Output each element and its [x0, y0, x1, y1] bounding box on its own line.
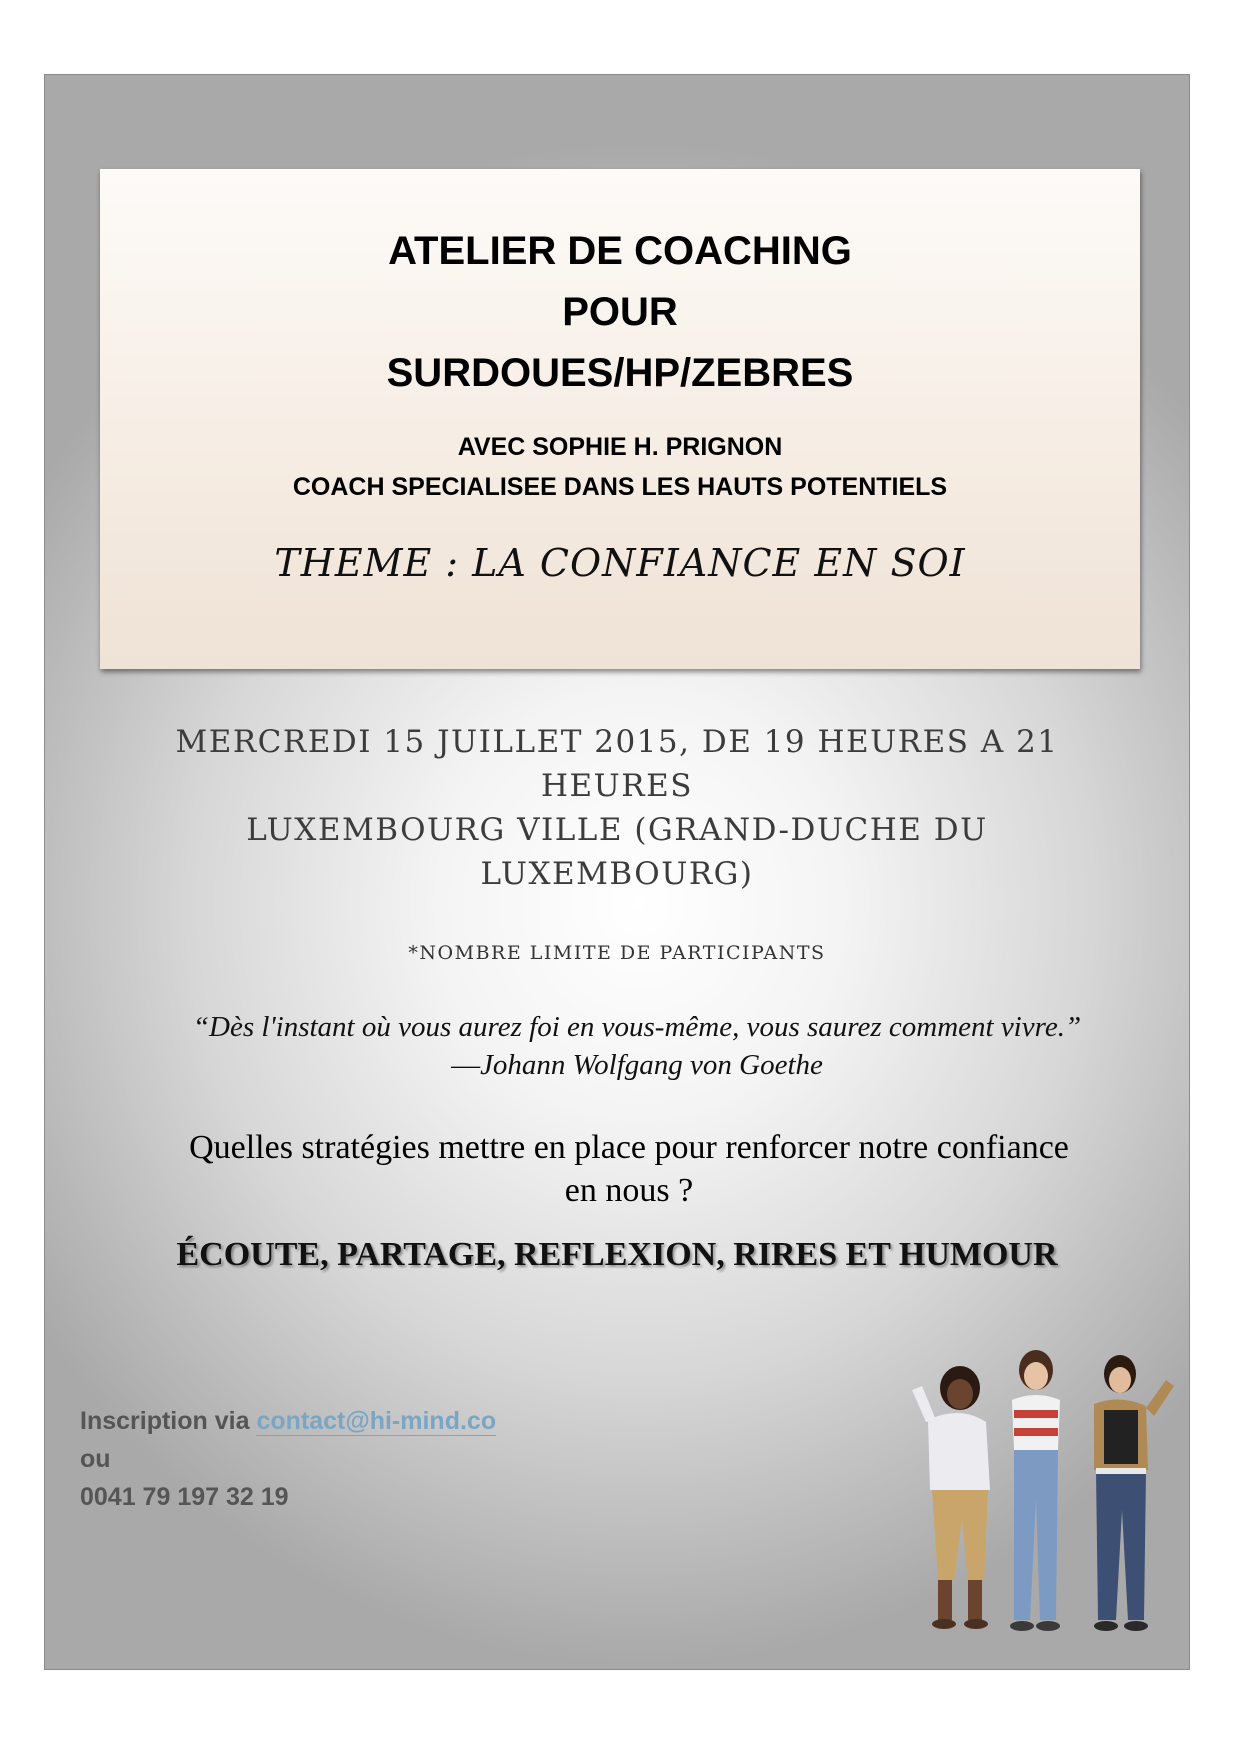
event-date-line-2: HEURES [541, 768, 693, 804]
contact-or: ou [80, 1445, 111, 1473]
quote-author: ―Johann Wolfgang von Goethe [451, 1049, 823, 1081]
contact-email-link[interactable]: contact@hi-mind.co [256, 1407, 497, 1435]
participants-note: *NOMBRE LIMITE DE PARTICIPANTS [408, 942, 826, 964]
coach-info [100, 427, 1140, 507]
coach-title: COACH SPECIALISEE DANS LES HAUTS POTENTIELS [292, 473, 948, 501]
laughing-women-illustration [908, 1350, 1178, 1640]
woman-middle-figure [1010, 1350, 1060, 1631]
title-line-2: POUR [562, 290, 678, 334]
contact-block [80, 1402, 496, 1516]
question-line-2: en nous ? [564, 1172, 694, 1209]
title-line-3: SURDOUES/HP/ZEBRES [386, 351, 854, 395]
poster [44, 74, 1190, 1670]
coach-name: AVEC SOPHIE H. PRIGNON [457, 433, 783, 461]
quote [64, 1008, 1210, 1084]
quote-text: “Dès l'instant où vous aurez foi en vous-même, vous saurez comment vivre.” [192, 1011, 1082, 1043]
woman-left-figure [912, 1366, 990, 1629]
contact-phone: 0041 79 197 32 19 [80, 1483, 289, 1511]
theme-heading: THEME : LA CONFIANCE EN SOI [274, 541, 966, 585]
question [56, 1126, 1202, 1212]
title [100, 221, 1140, 404]
question-line-1: Quelles stratégies mettre en place pour renforcer notre confiance [189, 1129, 1069, 1166]
contact-line [80, 1402, 496, 1440]
event-location-line-2: LUXEMBOURG) [480, 856, 754, 892]
event-location-line-1: LUXEMBOURG VILLE (GRAND-DUCHE DU [246, 812, 988, 848]
woman-right-figure [1094, 1355, 1174, 1631]
title-box [100, 169, 1140, 669]
values-line: ÉCOUTE, PARTAGE, REFLEXION, RIRES ET HUMOUR [176, 1236, 1058, 1273]
title-line-1: ATELIER DE COACHING [388, 229, 852, 273]
event-details [44, 720, 1190, 896]
event-date-line-1: MERCREDI 15 JUILLET 2015, DE 19 HEURES A 21 [175, 724, 1059, 760]
contact-prefix: Inscription via [80, 1407, 257, 1435]
